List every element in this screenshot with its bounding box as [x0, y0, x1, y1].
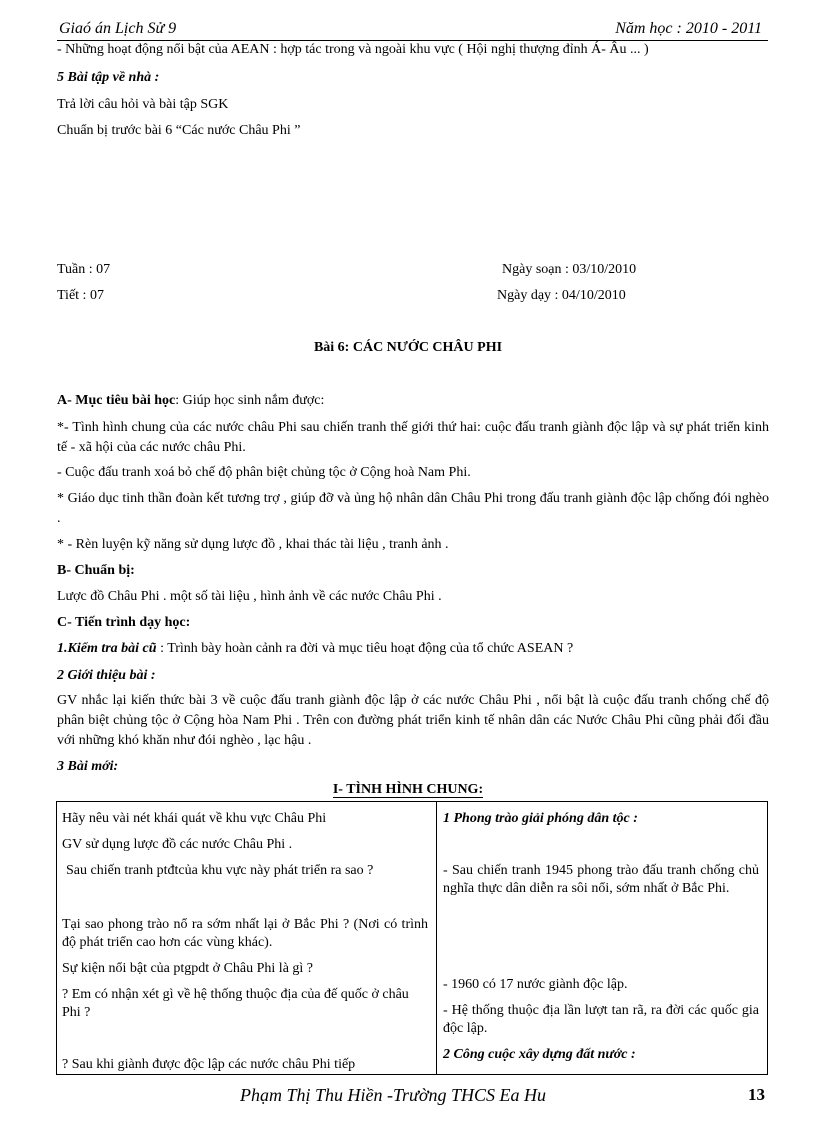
right-heading-building: 2 Công cuộc xây dựng đất nước :	[443, 1047, 636, 1062]
homework-item-2: Chuẩn bị trước bài 6 “Các nước Châu Phi ”	[57, 123, 301, 138]
section-title-text: I- TÌNH HÌNH CHUNG:	[332, 782, 484, 797]
section-title	[0, 782, 816, 798]
table-column-divider	[436, 801, 437, 1075]
intro-heading: 2 Giới thiệu bài :	[57, 668, 156, 683]
left-cell-3: Sau chiến tranh ptđtcủa khu vực này phát triển ra sao ?	[66, 863, 374, 878]
process-heading: C- Tiến trình dạy học:	[57, 615, 191, 630]
objective-1: *- Tình hình chung của các nước châu Phi sau chiến tranh thế giới thứ hai: cuộc đấu tranh giành độc lập và sự phát triển kinh tế - xã hội của các nước châu Phi.	[57, 420, 769, 455]
left-cell-4: Tại sao phong trào nổ ra sớm nhất lại ở Bắc Phi ? (Nơi có trình độ phát triển cao hơn các vùng khác).	[62, 917, 428, 950]
check-heading: 1.Kiểm tra bài cũ	[57, 641, 157, 656]
intro-text: GV nhắc lại kiến thức bài 3 về cuộc đấu tranh giành độc lập ở các nước Châu Phi , nổi bật là cuộc đấu tranh chống chế độ phân biệt chủng tộc ở Cộng hòa Nam Phi . Trên con đường phát triển kinh tế nhân dân các Nước Châu Phi cũng phải đối đầu với những khó khăn như đói nghèo , lạc hậu .	[57, 693, 769, 748]
period: Tiết : 07	[57, 288, 104, 303]
header-subject: Giaó án Lịch Sử 9	[59, 20, 177, 37]
right-cell-postwar: - Sau chiến tranh 1945 phong trào đấu tranh chống chủ nghĩa thực dân diễn ra sôi nổi, sớm nhất ở Bắc Phi.	[443, 863, 759, 896]
left-cell-7: ? Sau khi giành được độc lập các nước châu Phi tiếp	[62, 1057, 356, 1072]
footer-author: Phạm Thị Thu Hiền -Trường THCS Ea Hu	[240, 1085, 546, 1105]
left-cell-2: GV sử dụng lược đồ các nước Châu Phi .	[62, 837, 293, 852]
prep-date: Ngày soạn : 03/10/2010	[502, 262, 637, 277]
objectives-line	[57, 391, 769, 411]
check-text: : Trình bày hoàn cảnh ra đời và mục tiêu hoạt động của tổ chức ASEAN ?	[160, 641, 574, 656]
homework-item-1: Trả lời câu hỏi và bài tập SGK	[57, 97, 229, 112]
lesson-title: Bài 6: CÁC NƯỚC CHÂU PHI	[313, 340, 503, 355]
page-number: 13	[748, 1085, 765, 1104]
check-line	[57, 639, 769, 659]
new-lesson-heading: 3 Bài mới:	[57, 759, 119, 774]
left-cell-5: Sự kiện nổi bật của ptgpdt ở Châu Phi là gì ?	[62, 961, 314, 976]
preparation-heading: B- Chuẩn bị:	[57, 563, 135, 578]
left-cell-1: Hãy nêu vài nét khái quát về khu vực Châu Phi	[62, 811, 327, 826]
right-cell-1960: - 1960 có 17 nước giành độc lập.	[443, 977, 628, 992]
page-header	[57, 20, 768, 41]
homework-heading: 5 Bài tập về nhà :	[57, 70, 160, 85]
objective-4: * - Rèn luyện kỹ năng sử dụng lược đồ , khai thác tài liệu , tranh ảnh .	[57, 537, 449, 552]
right-heading-liberation: 1 Phong trào giải phóng dân tộc :	[443, 811, 638, 826]
teach-date: Ngày dạy : 04/10/2010	[497, 288, 626, 303]
left-cell-6: ? Em có nhận xét gì về hệ thống thuộc địa của đế quốc ở châu Phi ?	[62, 987, 409, 1020]
objectives-heading: A- Mục tiêu bài học	[57, 393, 176, 408]
objective-2: - Cuộc đấu tranh xoá bỏ chế độ phân biệt chủng tộc ở Cộng hoà Nam Phi.	[57, 465, 471, 480]
objectives-heading-rest: : Giúp học sinh nắm được:	[175, 393, 325, 408]
week: Tuần : 07	[57, 262, 111, 277]
right-cell-colonies: - Hệ thống thuộc địa lần lượt tan rã, ra đời các quốc gia độc lập.	[443, 1003, 759, 1036]
header-school-year: Năm học : 2010 - 2011	[615, 20, 762, 37]
aean-activities: - Những hoạt động nổi bật của AEAN : hợp tác trong và ngoài khu vực ( Hội nghị thượng đỉnh Á- Âu ... )	[57, 42, 649, 57]
preparation-text: Lược đồ Châu Phi . một số tài liệu , hình ảnh về các nước Châu Phi .	[57, 589, 442, 604]
objective-3: * Giáo dục tinh thần đoàn kết tương trợ , giúp đỡ và ủng hộ nhân dân Châu Phi trong đấu tranh giành độc lập chống đói nghèo .	[57, 491, 769, 526]
